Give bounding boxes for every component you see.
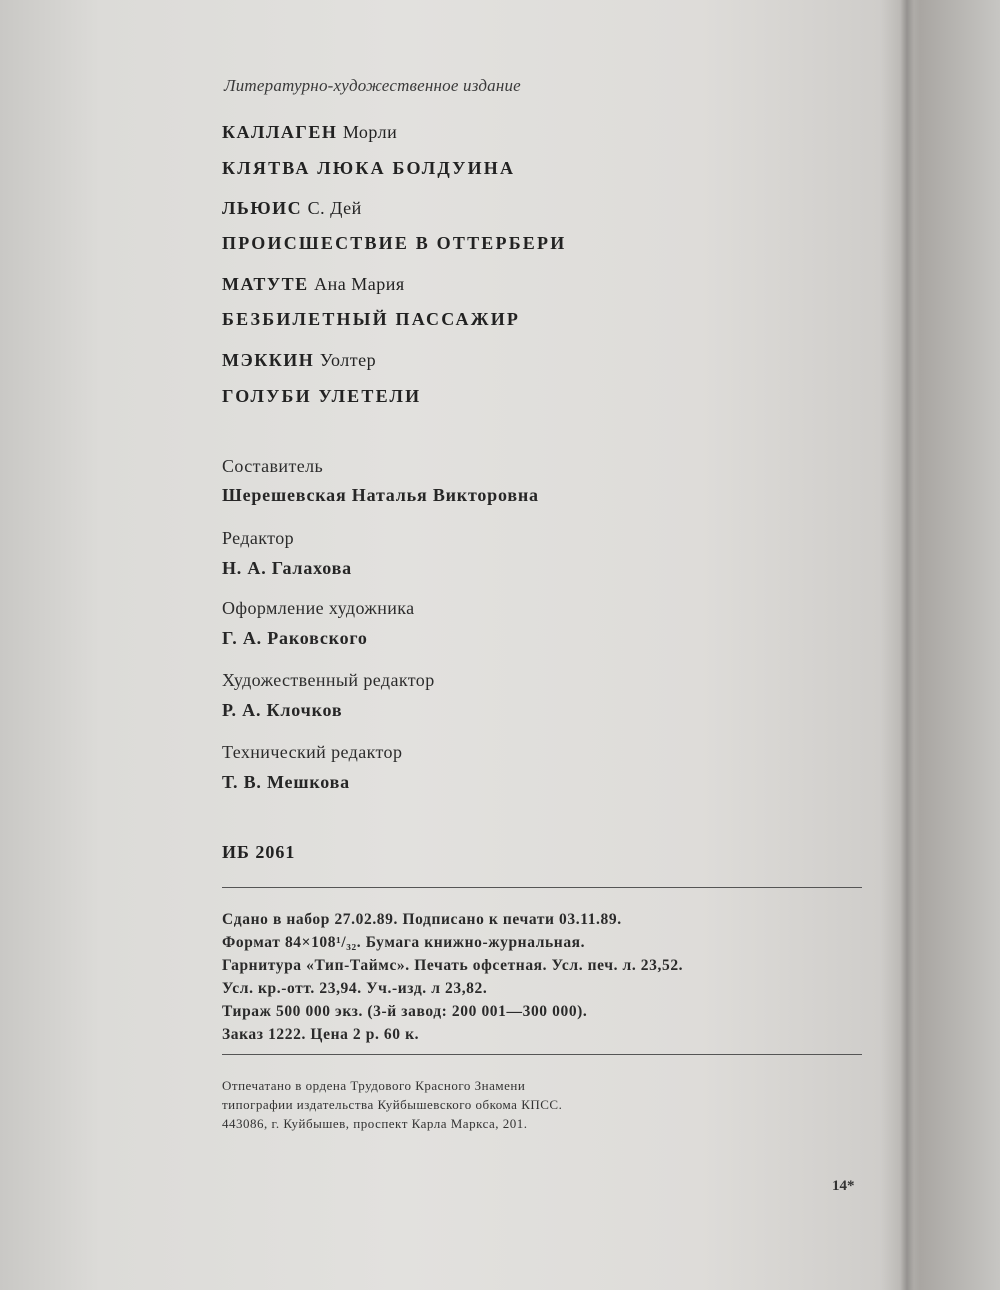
credit-role: Оформление художника (222, 598, 415, 618)
printer-line: Отпечатано в ордена Трудового Красного Знамени (222, 1078, 526, 1093)
work-author (222, 350, 376, 371)
printer-line: 443086, г. Куйбышев, проспект Карла Маркса, 201. (222, 1116, 528, 1131)
imprint-line: Усл. кр.-отт. 23,94. Уч.-изд. л 23,82. (222, 980, 488, 997)
credit-person: Шерешевская Наталья Викторовна (222, 485, 539, 505)
credit-person: Р. А. Клочков (222, 700, 343, 720)
divider-top (222, 887, 862, 888)
imprint-line: Формат 84×108¹/₃₂. Бумага книжно-журнальная. (222, 934, 586, 951)
author-given-name: Ана Мария (314, 274, 405, 294)
author-surname: МЭККИН (222, 350, 315, 370)
printer-line: типографии издательства Куйбышевского обкома КПСС. (222, 1097, 563, 1112)
work-title: ГОЛУБИ УЛЕТЕЛИ (222, 386, 422, 406)
imprint-line: Гарнитура «Тип-Таймс». Печать офсетная. Усл. печ. л. 23,52. (222, 957, 684, 974)
author-surname: КАЛЛАГЕН (222, 122, 338, 142)
edition-type: Литературно-художественное издание (224, 76, 521, 95)
imprint-line: Заказ 1222. Цена 2 р. 60 к. (222, 1026, 420, 1043)
author-surname: МАТУТЕ (222, 274, 309, 294)
credit-person: Г. А. Раковского (222, 628, 368, 648)
imprint-block (222, 908, 882, 1046)
work-title: БЕЗБИЛЕТНЫЙ ПАССАЖИР (222, 309, 521, 329)
work-author (222, 198, 362, 219)
divider-bottom (222, 1054, 862, 1055)
credit-person: Т. В. Мешкова (222, 772, 350, 792)
book-fold-shadow (900, 0, 914, 1290)
credit-person: Н. А. Галахова (222, 558, 352, 578)
imprint-line: Тираж 500 000 экз. (3-й завод: 200 001—300 000). (222, 1003, 588, 1020)
credit-role: Составитель (222, 456, 324, 476)
imprint-line: Сдано в набор 27.02.89. Подписано к печати 03.11.89. (222, 911, 622, 928)
work-title: ПРОИСШЕСТВИЕ В ОТТЕРБЕРИ (222, 233, 567, 253)
credit-role: Технический редактор (222, 742, 403, 762)
credit-role: Редактор (222, 528, 295, 548)
work-author (222, 122, 397, 143)
author-given-name: Уолтер (319, 350, 377, 370)
credit-role: Художественный редактор (222, 670, 435, 690)
author-surname: ЛЬЮИС (222, 198, 303, 218)
author-given-name: С. Дей (307, 198, 362, 218)
work-title: КЛЯТВА ЛЮКА БОЛДУИНА (222, 158, 516, 178)
work-author (222, 274, 405, 295)
ib-number: ИБ 2061 (222, 842, 296, 862)
author-given-name: Морли (342, 122, 398, 142)
printer-block (222, 1076, 562, 1133)
signature-mark: 14* (832, 1178, 855, 1194)
